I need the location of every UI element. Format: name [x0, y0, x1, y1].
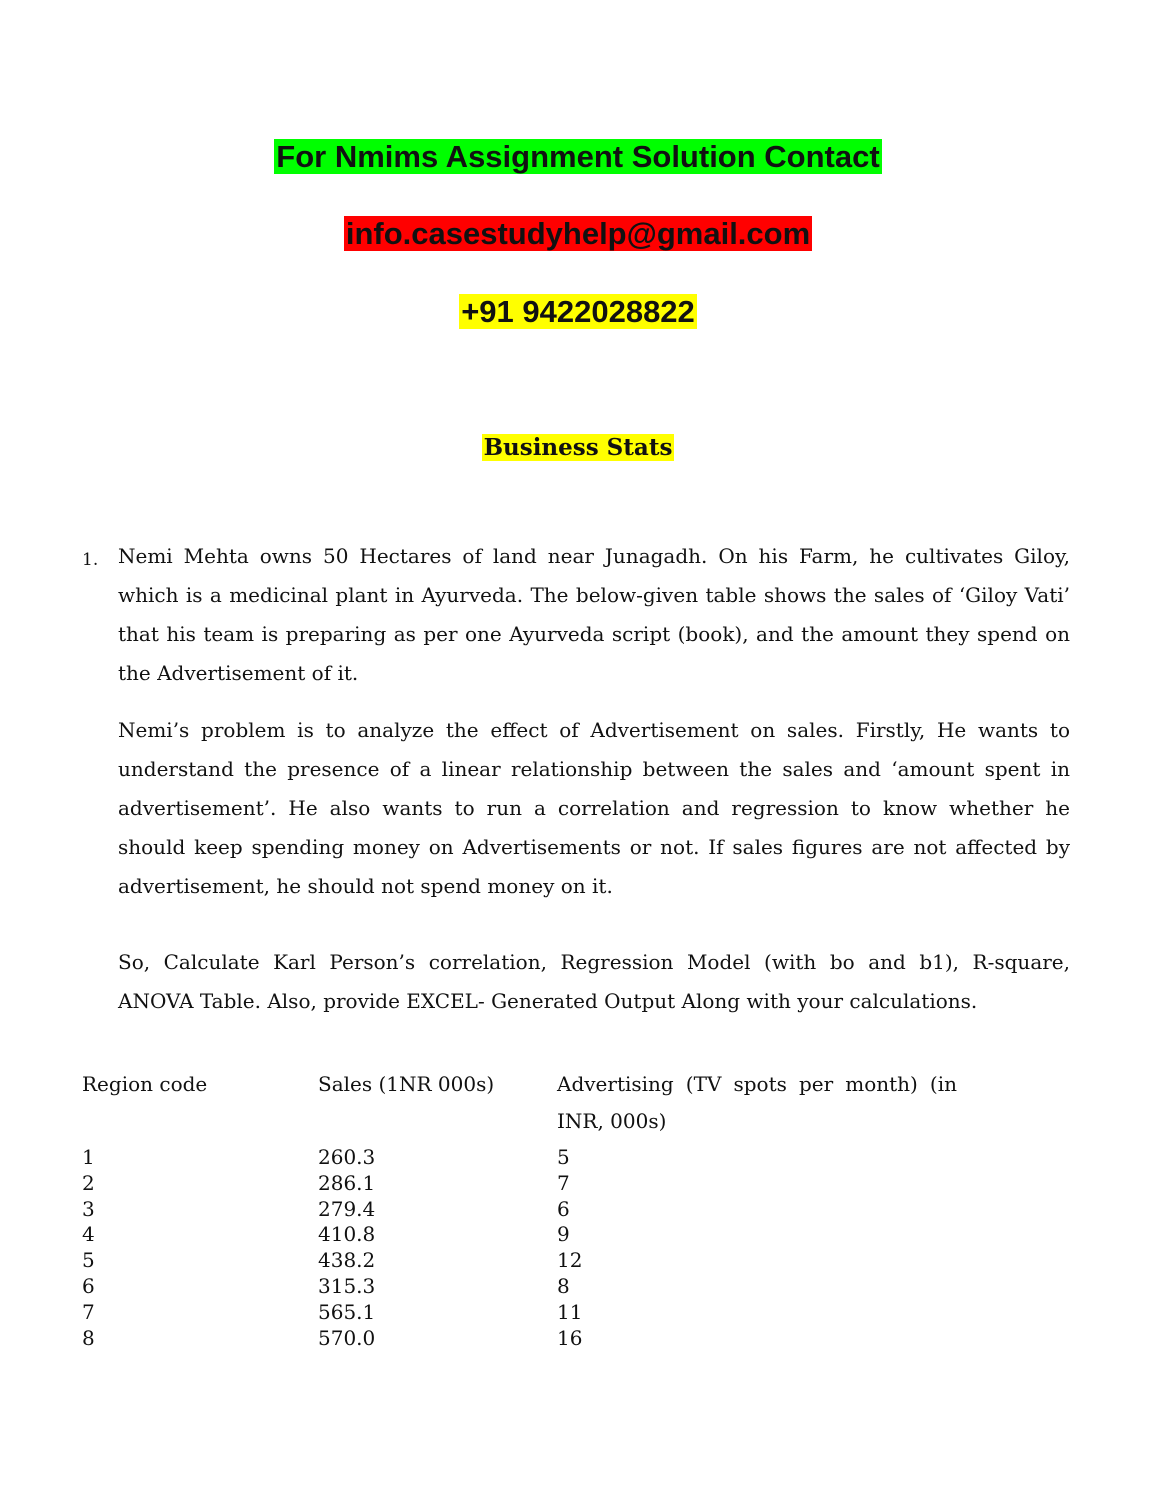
cell-region: 8: [82, 1325, 95, 1350]
cell-sales: 410.8: [318, 1222, 376, 1247]
cell-region: 5: [82, 1248, 95, 1273]
cell-sales: 279.4: [318, 1196, 376, 1221]
cell-region: 6: [82, 1273, 95, 1298]
cell-advertising: 5: [557, 1145, 570, 1169]
cell-region: 4: [82, 1222, 95, 1247]
cell-region: 7: [82, 1299, 95, 1324]
cell-sales: 438.2: [318, 1248, 376, 1273]
cell-region: 1: [82, 1145, 95, 1169]
cell-sales: 570.0: [318, 1325, 376, 1350]
cell-advertising: 7: [557, 1170, 570, 1195]
contact-phone-text: +91 9422028822: [461, 294, 695, 329]
cell-region: 3: [82, 1196, 95, 1221]
question-number: 1.: [82, 550, 99, 570]
cell-sales: 286.1: [318, 1170, 376, 1195]
contact-phone: [0, 292, 1156, 332]
cell-advertising: 16: [557, 1325, 583, 1350]
cell-advertising: 12: [557, 1248, 583, 1273]
question-paragraph-2: Nemi’s problem is to analyze the effect of Advertisement on sales. Firstly, He wants to understand the presence of a linear relationship between the sales and ‘amount spent in advertisement’. He also wants to run a correlation and regression to know whether he should keep spending money on Advertisements or not. If sales figures are not affected by advertisement, he should not spend money on it.: [118, 718, 1070, 898]
header-region-code: Region code: [82, 1072, 208, 1096]
cell-region: 2: [82, 1170, 95, 1195]
contact-email-text: info.casestudyhelp@gmail.com: [345, 216, 811, 251]
header-advertising: Advertising (TV spots per month) (in INR, 000s): [557, 1072, 957, 1133]
section-title: [0, 432, 1156, 464]
cell-sales: 315.3: [318, 1273, 376, 1298]
section-title-text: Business Stats: [483, 434, 673, 461]
header-sales: Sales (1NR 000s): [318, 1072, 495, 1096]
question-paragraph-1: Nemi Mehta owns 50 Hectares of land near Junagadh. On his Farm, he cultivates Giloy, which is a medicinal plant in Ayurveda. The below-given table shows the sales of ‘Giloy Vati’ that his team is preparing as per one Ayurveda script (book), and the amount they spend on the Advertisement of it.: [118, 544, 1070, 685]
cell-advertising: 11: [557, 1299, 583, 1324]
contact-email: [0, 214, 1156, 254]
cell-advertising: 8: [557, 1273, 570, 1298]
cell-advertising: 9: [557, 1222, 570, 1247]
contact-heading-text: For Nmims Assignment Solution Contact: [276, 139, 880, 174]
cell-advertising: 6: [557, 1196, 570, 1221]
cell-sales: 565.1: [318, 1299, 376, 1324]
contact-heading: [0, 137, 1156, 177]
cell-sales: 260.3: [318, 1145, 376, 1169]
question-paragraph-3: So, Calculate Karl Person’s correlation, Regression Model (with bo and b1), R-square, ANOVA Table. Also, provide EXCEL- Generated Output Along with your calculations.: [118, 950, 1070, 1013]
